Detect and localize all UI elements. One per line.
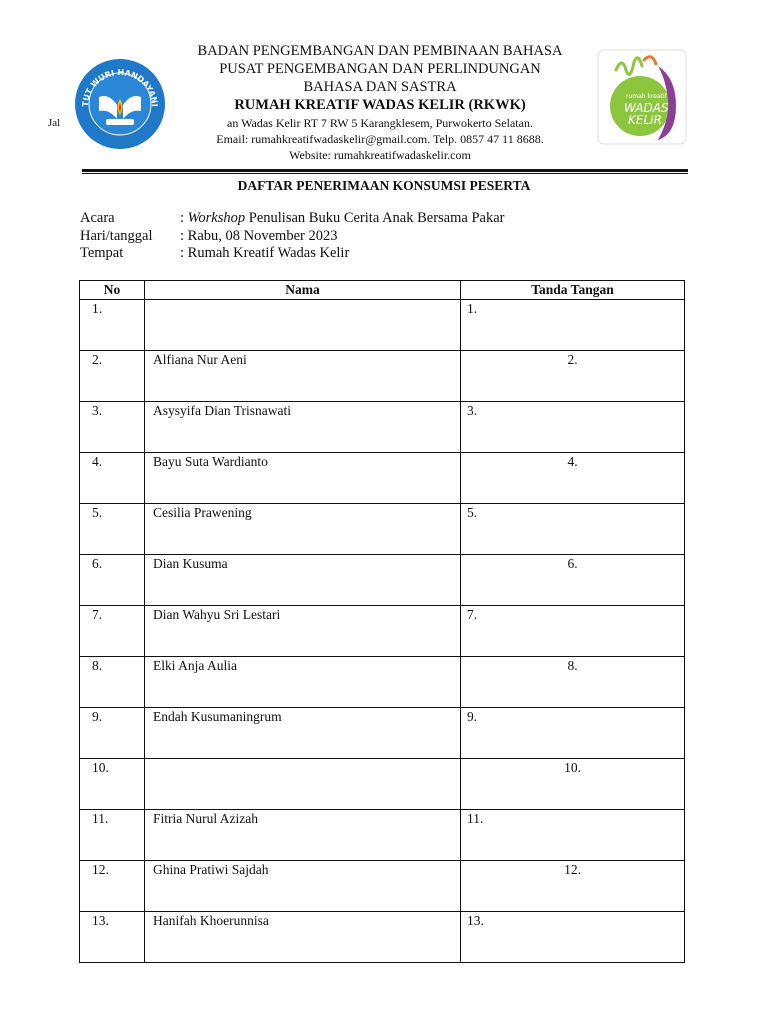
letterhead-org-name: RUMAH KREATIF WADAS KELIR (RKWK): [234, 97, 526, 113]
table-row: [80, 555, 685, 606]
logo-small-text: rumah kreatif: [626, 93, 667, 100]
participant-name: [145, 300, 461, 351]
info-row-hari: [80, 228, 504, 246]
row-number: 2.: [80, 351, 145, 402]
header-tanda-tangan: Tanda Tangan: [461, 281, 685, 300]
table-row: [80, 402, 685, 453]
signature-cell: 10.: [461, 759, 685, 810]
letterhead-contact: Email: rumahkreatifwadaskelir@gmail.com. Telp. 0857 47 11 8688.: [216, 132, 544, 146]
row-number: 12.: [80, 861, 145, 912]
table-row: [80, 912, 685, 963]
tut-wuri-handayani-logo: [73, 57, 167, 151]
row-number: 11.: [80, 810, 145, 861]
info-value-acara: : Workshop Penulisan Buku Cerita Anak Bersama Pakar: [180, 210, 505, 226]
header-no: No: [80, 281, 145, 300]
participant-name: Dian Wahyu Sri Lestari: [145, 606, 461, 657]
signature-cell: 13.: [461, 912, 685, 963]
participant-name: Fitria Nurul Azizah: [145, 810, 461, 861]
row-number: 7.: [80, 606, 145, 657]
participant-name: Alfiana Nur Aeni: [145, 351, 461, 402]
letterhead-address: an Wadas Kelir RT 7 RW 5 Karangklesem, Purwokerto Selatan.: [227, 116, 533, 130]
logo-ring-text: TUT WURI HANDAYANI: [80, 67, 160, 108]
row-number: 1.: [80, 300, 145, 351]
event-info: [80, 210, 504, 263]
signature-cell: 6.: [461, 555, 685, 606]
table-row: [80, 351, 685, 402]
signature-cell: 7.: [461, 606, 685, 657]
wadas-kelir-logo: [596, 48, 688, 146]
row-number: 5.: [80, 504, 145, 555]
row-number: 10.: [80, 759, 145, 810]
table-row: [80, 300, 685, 351]
table-row: [80, 708, 685, 759]
participant-table: [79, 280, 685, 963]
signature-cell: 3.: [461, 402, 685, 453]
table-body: [80, 300, 685, 963]
letterhead-website: Website: rumahkreatifwadaskelir.com: [289, 148, 471, 162]
table-row: [80, 504, 685, 555]
letterhead-line-3: BAHASA DAN SASTRA: [303, 79, 457, 95]
table-row: [80, 657, 685, 708]
table-row: [80, 606, 685, 657]
logo-main-text-2: KELIR: [628, 113, 663, 127]
info-value-tempat: : Rumah Kreatif Wadas Kelir: [180, 245, 350, 261]
signature-cell: 4.: [461, 453, 685, 504]
row-number: 6.: [80, 555, 145, 606]
logo-main-text-1: WADAS: [624, 101, 669, 115]
participant-name: Dian Kusuma: [145, 555, 461, 606]
info-label-tempat: Tempat: [80, 245, 124, 261]
signature-cell: 12.: [461, 861, 685, 912]
table-row: [80, 861, 685, 912]
signature-cell: 9.: [461, 708, 685, 759]
participant-name: Endah Kusumaningrum: [145, 708, 461, 759]
table-row: [80, 453, 685, 504]
letterhead-line-2: PUSAT PENGEMBANGAN DAN PERLINDUNGAN: [219, 61, 541, 77]
participant-name: Hanifah Khoerunnisa: [145, 912, 461, 963]
header-nama: Nama: [145, 281, 461, 300]
table-row: [80, 759, 685, 810]
info-value-hari: : Rabu, 08 November 2023: [180, 227, 338, 244]
signature-cell: 1.: [461, 300, 685, 351]
info-label-acara: Acara: [80, 210, 115, 226]
letterhead: [160, 42, 600, 163]
participant-name: Cesilia Prawening: [145, 504, 461, 555]
header-rule-thick: [82, 169, 688, 172]
table-row: [80, 810, 685, 861]
signature-cell: 2.: [461, 351, 685, 402]
header-rule-thin: [82, 173, 688, 174]
info-label-hari: Hari/tanggal: [80, 227, 153, 244]
row-number: 13.: [80, 912, 145, 963]
participant-name: Bayu Suta Wardianto: [145, 453, 461, 504]
participant-name: Elki Anja Aulia: [145, 657, 461, 708]
signature-cell: 8.: [461, 657, 685, 708]
row-number: 9.: [80, 708, 145, 759]
signature-cell: 5.: [461, 504, 685, 555]
document-title: DAFTAR PENERIMAAN KONSUMSI PESERTA: [237, 178, 531, 193]
info-row-acara: [80, 210, 504, 228]
row-number: 3.: [80, 402, 145, 453]
participant-name: Ghina Pratiwi Sajdah: [145, 861, 461, 912]
signature-cell: 11.: [461, 810, 685, 861]
participant-name: [145, 759, 461, 810]
participant-name: Asysyifa Dian Trisnawati: [145, 402, 461, 453]
row-number: 4.: [80, 453, 145, 504]
letterhead-line-1: BADAN PENGEMBANGAN DAN PEMBINAAN BAHASA: [197, 43, 563, 59]
info-row-tempat: [80, 245, 504, 263]
row-number: 8.: [80, 657, 145, 708]
table-header-row: [80, 281, 685, 300]
cut-off-text: Jal: [48, 117, 61, 129]
